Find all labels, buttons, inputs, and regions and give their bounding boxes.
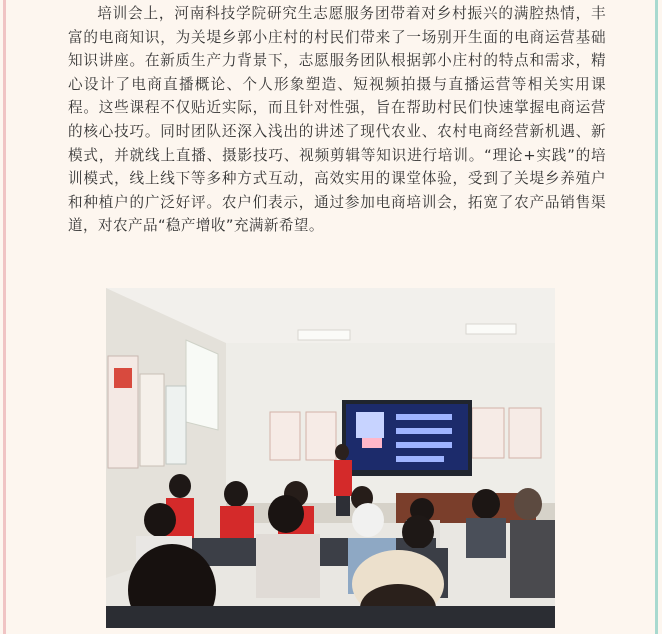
article-paragraph: 培训会上，河南科技学院研究生志愿服务团带着对乡村振兴的满腔热情，丰富的电商知识，为关堤乡郭小庄村的村民们带来了一场别开生面的电商运营基础知识讲座。在新质生产力背景下，志愿服务团队根据郭小庄村的特点和需求，精心设计了电商直播概论、个人形象塑造、短视频拍摄与直播运营等相关实用课程。这些课程不仅贴近实际，而且针对性强，旨在帮助村民们快速掌握电商运营的核心技巧。同时团队还深入浅出的讲述了现代农业、农村电商经营新机遇、新模式，并就线上直播、摄影技巧、视频剪辑等知识进行培训。“理论+实践”的培训模式，线上线下等多种方式互动，高效实用的课堂体验，受到了关堤乡养殖户和种植户的广泛好评。农户们表示，通过参加电商培训会，拓宽了农产品销售渠道，对农产品“稳产增收”充满新希望。	[68, 5, 606, 235]
classroom-training-photo	[106, 288, 555, 628]
article-body	[68, 2, 606, 238]
left-border-decoration	[3, 0, 6, 634]
right-border-decoration	[655, 0, 658, 634]
